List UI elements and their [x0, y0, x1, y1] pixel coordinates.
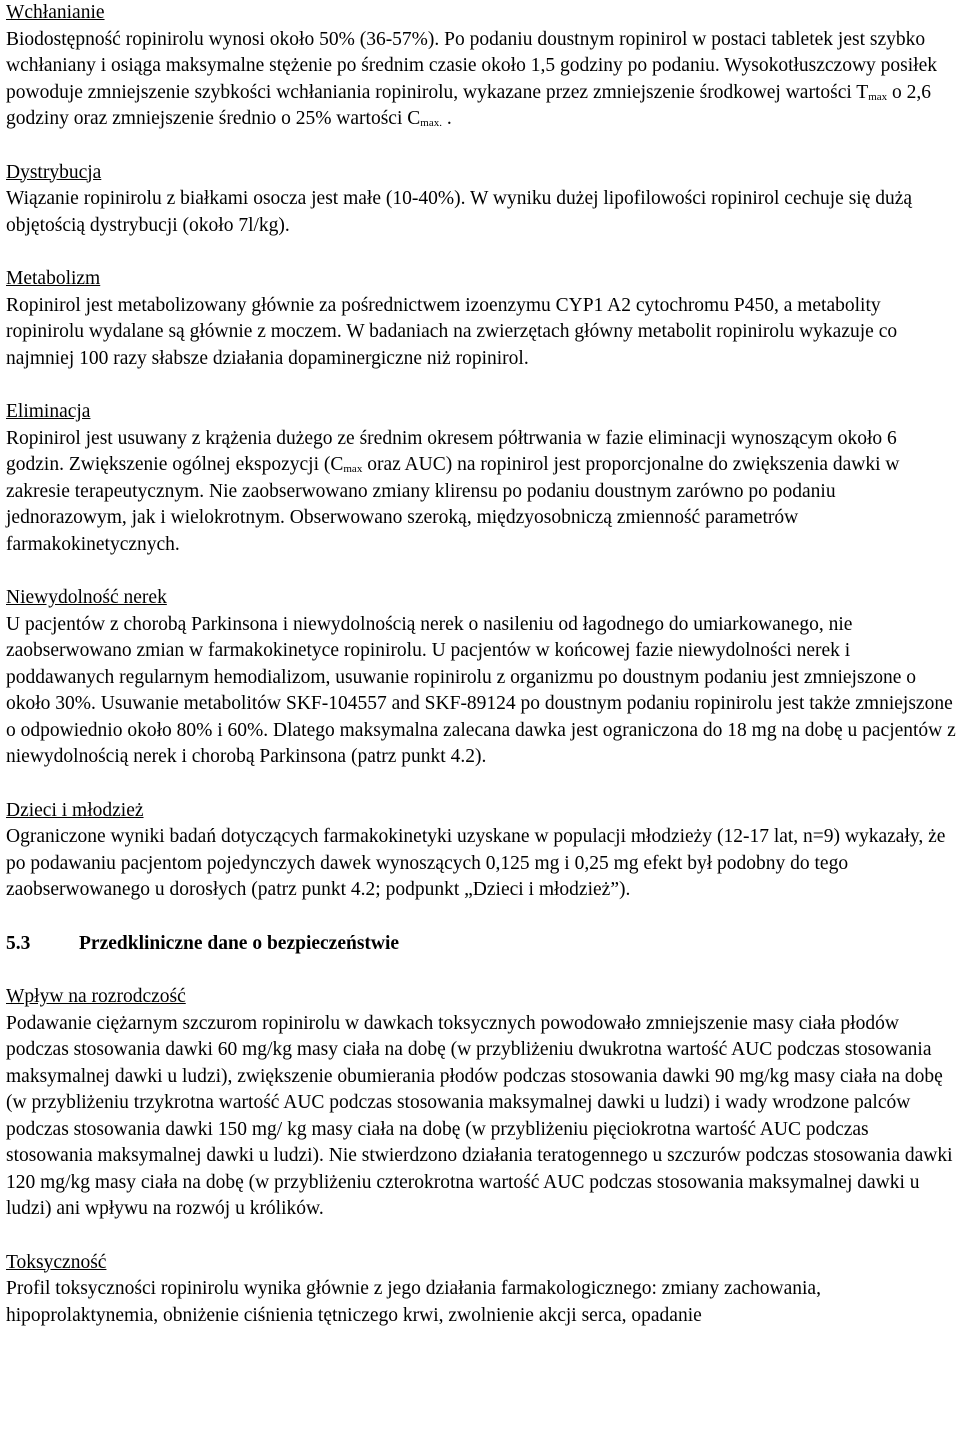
section-5-3-heading	[6, 931, 956, 958]
document-page	[6, 0, 956, 1329]
section-pediatric	[6, 798, 956, 904]
section-number: 5.3	[6, 932, 31, 954]
paragraph-reproduction: Podawanie ciężarnym szczurom ropinirolu w dawkach toksycznych powodowało zmniejszenie masy ciała płodów podczas stosowania dawki 60 mg/kg masy ciała na dobę (w przybliżeniu dwukrotna wartość AUC podczas stosowania maksymalnej dawki u ludzi), zwiększenie obumierania płodów podczas stosowania dawki 90 mg/kg masy ciała na dobę (w przybliżeniu trzykrotna wartość AUC podczas stosowania maksymalnej dawki u ludzi) i wady wrodzone palców podczas stosowania dawki 150 mg/ kg masy ciała na dobę (w przybliżeniu pięciokrotna wartość AUC podczas stosowania maksymalnej dawki u ludzi). Nie stwierdzono działania teratogennego u szczurów podczas stosowania dawki 120 mg/kg masy ciała na dobę (w przybliżeniu czterokrotna wartość AUC podczas stosowania maksymalnej dawki u ludzi) ani wpływu na rozwój u królików.	[6, 1012, 953, 1219]
section-distribution	[6, 160, 956, 240]
section-reproduction	[6, 984, 956, 1223]
paragraph-distribution: Wiązanie ropinirolu z białkami osocza jest małe (10-40%). W wyniku dużej lipofilowości ropinirol cechuje się dużą objętością dystrybucji (około 7l/kg).	[6, 188, 913, 236]
paragraph-toxicity: Profil toksyczności ropinirolu wynika głównie z jego działania farmakologicznego: zmiany zachowania, hipoprolaktynemia, obniżenie ciśnienia tętniczego krwi, zwolnienie akcji serca, opadanie	[6, 1278, 821, 1326]
heading-reproduction: Wpływ na rozrodczość	[6, 986, 186, 1007]
heading-elimination: Eliminacja	[6, 401, 91, 422]
heading-toxicity: Toksyczność	[6, 1251, 107, 1273]
heading-renal: Niewydolność nerek	[6, 587, 167, 608]
section-toxicity	[6, 1250, 956, 1330]
section-title: Przedkliniczne dane o bezpieczeństwie	[79, 932, 400, 954]
section-metabolism	[6, 266, 956, 372]
paragraph-metabolism: Ropinirol jest metabolizowany głównie za pośrednictwem izoenzymu CYP1 A2 cytochromu P450, a metabolity ropinirolu wydalane są głównie z moczem. W badaniach na zwierzętach główny metabolit ropinirolu wykazuje co najmniej 100 razy słabsze działania dopaminergiczne niż ropinirol.	[6, 294, 898, 369]
section-absorption	[6, 0, 956, 133]
heading-pediatric: Dzieci i młodzież	[6, 799, 144, 821]
paragraph-pediatric: Ograniczone wyniki badań dotyczących farmakokinetyki uzyskane w populacji młodzieży (12-17 lat, n=9) wykazały, że po podawaniu pacjentom pojedynczych dawek wynoszących 0,125 mg i 0,25 mg efekt był podobny do tego zaobserwowanego u dorosłych (patrz punkt 4.2; podpunkt „Dzieci i młodzież”).	[6, 826, 946, 900]
paragraph-renal: U pacjentów z chorobą Parkinsona i niewydolnością nerek o nasileniu od łagodnego do umiarkowanego, nie zaobserwowano zmian w farmakokinetyce ropinirolu. U pacjentów w końcowej fazie niewydolności nerek i poddawanych regularnym hemodializom, usuwanie ropinirolu z organizmu po doustnym podaniu jest zmniejszone o około 30%. Usuwanie metabolitów SKF-104557 and SKF-89124 po doustnym podaniu ropinirolu jest także zmniejszone o odpowiednio około 80% i 60%. Dlatego maksymalna zalecana dawka jest ograniczona do 18 mg na dobę u pacjentów z niewydolnością nerek i chorobą Parkinsona (patrz punkt 4.2).	[6, 613, 956, 767]
heading-distribution: Dystrybucja	[6, 161, 102, 183]
paragraph-absorption: Biodostępność ropinirolu wynosi około 50% (36-57%). Po podaniu doustnym ropinirol w postaci tabletek jest szybko wchłaniany i osiąga maksymalne stężenie po średnim czasie około 1,5 godziny po podaniu. Wysokotłuszczowy posiłek powoduje zmniejszenie szybkości wchłaniania ropinirolu, wykazane przez zmniejszenie środkowej wartości Tmax o 2,6 godziny oraz zmniejszenie średnio o 25% wartości Cmax. .	[6, 28, 938, 129]
section-renal	[6, 585, 956, 771]
paragraph-elimination: Ropinirol jest usuwany z krążenia dużego ze średnim okresem półtrwania w fazie eliminacji wynoszącym około 6 godzin. Zwiększenie ogólnej ekspozycji (Cmax oraz AUC) na ropinirol jest proporcjonalne do zwiększenia dawki w zakresie terapeutycznym. Nie zaobserwowano zmiany klirensu po podaniu doustnym zarówno po podaniu jednorazowym, jak i wielokrotnym. Obserwowano szeroką, międzyosobniczą zmienność parametrów farmakokinetycznych.	[6, 427, 900, 555]
section-elimination	[6, 399, 956, 558]
heading-absorption: Wchłanianie	[6, 2, 105, 23]
heading-metabolism: Metabolizm	[6, 268, 101, 289]
